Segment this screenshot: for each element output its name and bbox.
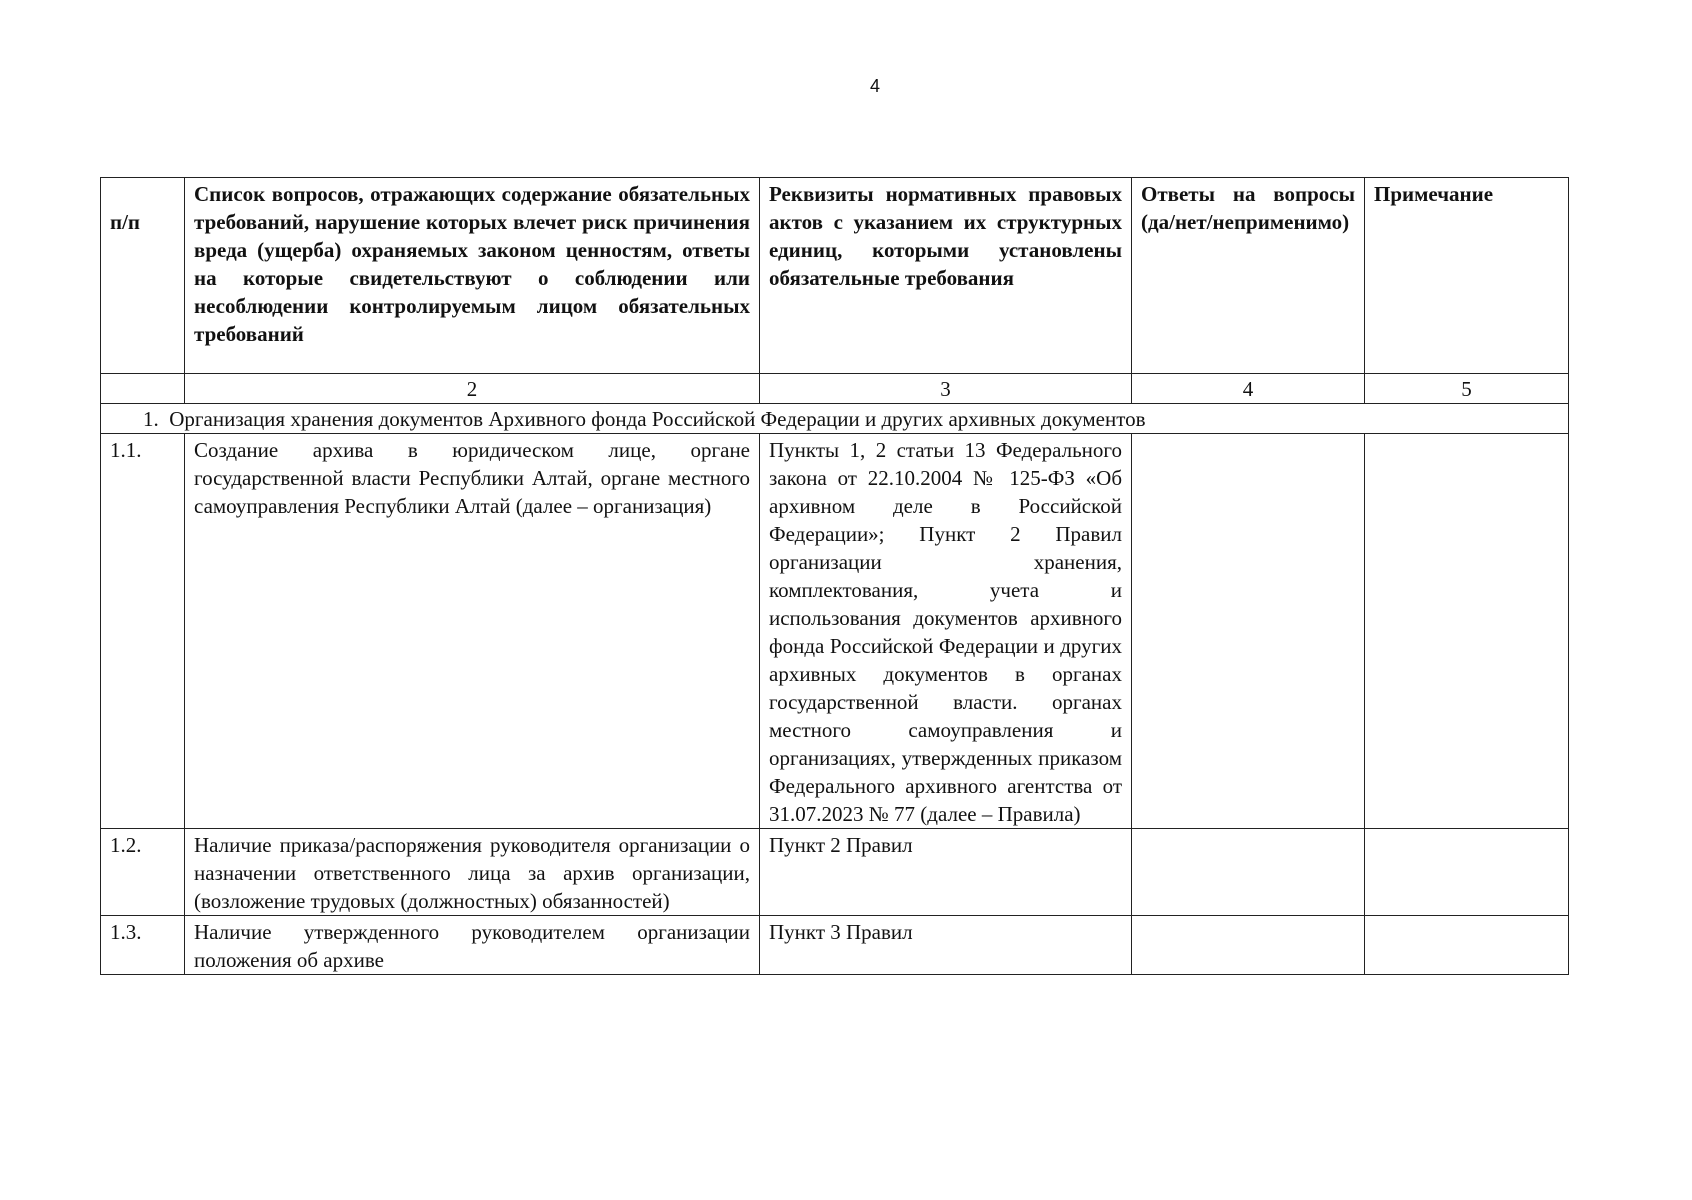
- section-title: Организация хранения документов Архивного фонда Российской Федерации и других архивных документов: [169, 407, 1146, 431]
- row-requisites: Пункт 2 Правил: [760, 829, 1132, 916]
- section-row: [101, 404, 1569, 434]
- page-number: 4: [869, 76, 880, 96]
- row-question: Наличие утвержденного руководителем организации положения об архиве: [185, 916, 760, 975]
- header-num: п/п: [101, 178, 185, 374]
- table-row: [101, 434, 1569, 829]
- table-row: [101, 916, 1569, 975]
- section-title-cell: [101, 404, 1569, 434]
- row-note: [1365, 434, 1569, 829]
- column-number: 3: [760, 374, 1132, 404]
- header-questions: Список вопросов, отражающих содержание обязательных требований, нарушение которых влечет риск причинения вреда (ущерба) охраняемых законом ценностям, ответы на которые свидетельствуют о соблюдении или несоблюдении контролируемым лицом обязательных требований: [185, 178, 760, 374]
- row-answer: [1132, 916, 1365, 975]
- header-row: [101, 178, 1569, 374]
- row-number: 1.2.: [101, 829, 185, 916]
- row-answer: [1132, 829, 1365, 916]
- row-requisites: Пункт 3 Правил: [760, 916, 1132, 975]
- row-question: Создание архива в юридическом лице, органе государственной власти Республики Алтай, органе местного самоуправления Республики Алтай (далее – организация): [185, 434, 760, 829]
- column-numbers-row: [101, 374, 1569, 404]
- checklist-table: [100, 177, 1569, 975]
- row-question: Наличие приказа/распоряжения руководителя организации о назначении ответственного лица за архив организации, (возложение трудовых (должностных) обязанностей): [185, 829, 760, 916]
- column-number: [101, 374, 185, 404]
- column-number: 4: [1132, 374, 1365, 404]
- header-requisites: Реквизиты нормативных правовых актов с указанием их структурных единиц, которыми установлены обязательные требования: [760, 178, 1132, 374]
- header-answers: Ответы на вопросы (да/нет/неприменимо): [1132, 178, 1365, 374]
- row-number: 1.1.: [101, 434, 185, 829]
- row-requisites: Пункты 1, 2 статьи 13 Федерального закона от 22.10.2004 № 125-ФЗ «Об архивном деле в Российской Федерации»; Пункт 2 Правил организации хранения, комплектования, учета и использования документов архивного фонда Российской Федерации и других архивных документов в органах государственной власти. органах местного самоуправления и организациях, утвержденных приказом Федерального архивного агентства от 31.07.2023 № 77 (далее – Правила): [760, 434, 1132, 829]
- column-number: 2: [185, 374, 760, 404]
- row-number: 1.3.: [101, 916, 185, 975]
- row-note: [1365, 916, 1569, 975]
- table-row: [101, 829, 1569, 916]
- row-answer: [1132, 434, 1365, 829]
- section-number: 1.: [143, 407, 159, 431]
- header-note: Примечание: [1365, 178, 1569, 374]
- column-number: 5: [1365, 374, 1569, 404]
- row-note: [1365, 829, 1569, 916]
